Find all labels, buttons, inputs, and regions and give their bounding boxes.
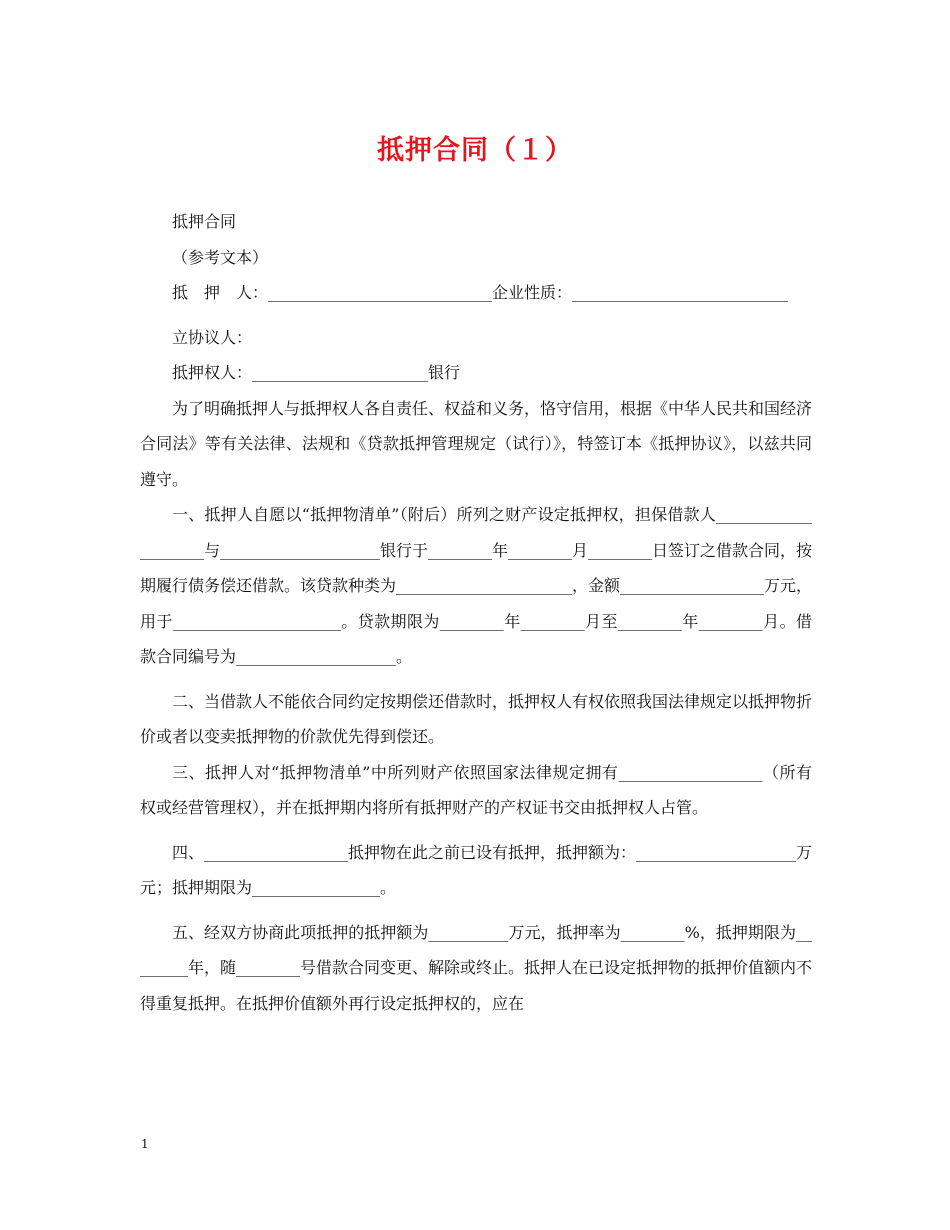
document-body — [140, 204, 812, 1021]
paragraph-subheading: （参考文本） — [172, 247, 269, 267]
paragraph-clause-1: 一、抵押人自愿以“抵押物清单”（附后）所列之财产设定抵押权，担保借款人____________________与____________________银行于________年________月________日签订之借款合同，按期履行债务偿还借款。该贷款种类为______________________，金额__________________万元，用于_____________________。贷款期限为________年________月至________年________月。借款合同编号为____________________。 — [140, 505, 813, 666]
page-number: 1 — [141, 1137, 149, 1151]
paragraph-mortgagee: 抵押权人：______________________银行 — [172, 363, 461, 382]
paragraph-parties: 立协议人： — [172, 327, 253, 347]
document-title: 抵押合同（１） — [377, 135, 573, 166]
paragraph-clause-2: 二、当借款人不能依合同约定按期偿还借款时，抵押权人有权依照我国法律规定以抵押物折价或者以变卖抵押物的价款优先得到偿还。 — [140, 691, 813, 746]
paragraph-clause-4: 四、__________________抵押物在此之前已设有抵押，抵押额为：____________________万元；抵押期限为________________。 — [140, 842, 813, 897]
paragraph-heading: 抵押合同 — [172, 212, 237, 231]
paragraph-clause-5: 五、经双方协商此项抵押的抵押额为__________万元，抵押率为________%，抵押期限为________年，随________号借款合同变更、解除或终止。抵押人在已设定抵押物的抵押价值额内不得重复抵押。在抵押价值额外再行设定抵押权的，应在 — [140, 922, 813, 1013]
paragraph-mortgagor: 抵 押 人：____________________________企业性质：___________________________ — [172, 283, 789, 302]
paragraph-clause-3: 三、抵押人对“抵押物清单”中所列财产依照国家法律规定拥有__________________（所有权或经营管理权），并在抵押期内将所有抵押财产的产权证书交由抵押权人占管。 — [140, 762, 812, 817]
paragraph-preamble: 为了明确抵押人与抵押权人各自责任、权益和义务，恪守信用，根据《中华人民共和国经济合同法》等有关法律、法规和《贷款抵押管理规定（试行）》，特签订本《抵押协议》，以兹共同遵守。 — [140, 398, 813, 489]
